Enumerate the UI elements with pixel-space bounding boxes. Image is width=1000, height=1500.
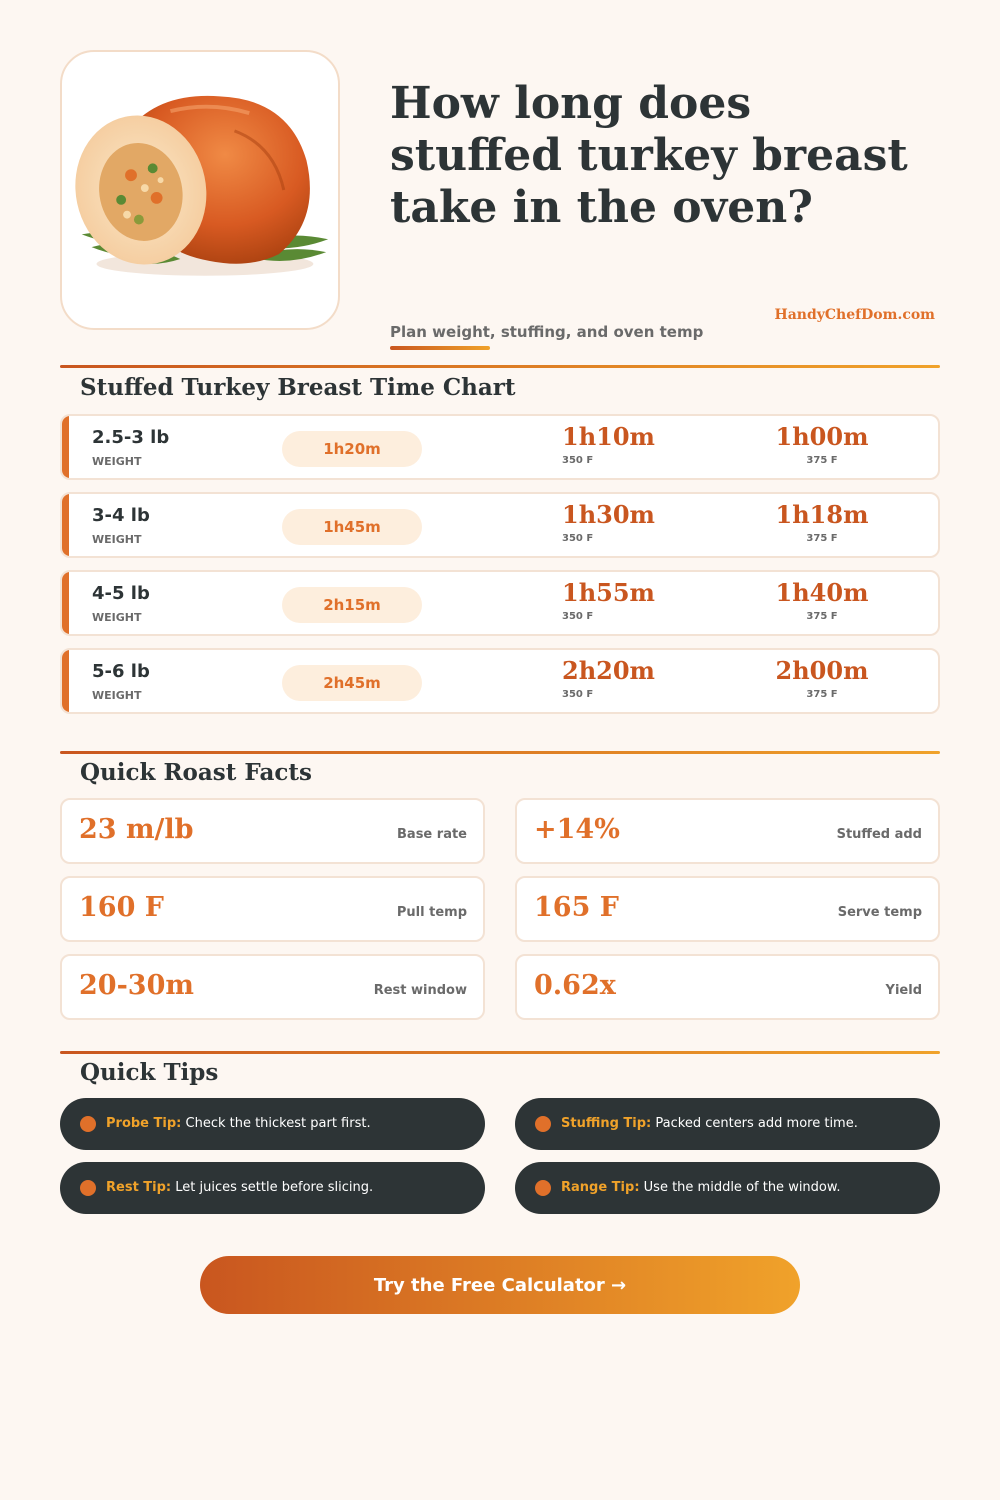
- fact-card: [515, 798, 940, 864]
- tip-body: Packed centers add more time.: [655, 1116, 858, 1131]
- fact-card: [515, 876, 940, 942]
- subtitle-underline: [390, 346, 490, 350]
- temp-375-label: 375 F: [806, 689, 838, 700]
- hero-image-card: [60, 50, 340, 330]
- time-350: 2h20m: [562, 656, 655, 685]
- time-chart-row: [60, 570, 940, 636]
- temp-375-label: 375 F: [806, 455, 838, 466]
- section-divider: [60, 1051, 940, 1054]
- brand-link[interactable]: HandyChefDom.com: [774, 307, 935, 323]
- time-350: 1h55m: [562, 578, 655, 607]
- fact-label: Stuffed add: [836, 827, 922, 842]
- fact-card: [515, 954, 940, 1020]
- stuffed-turkey-breast-image: [62, 52, 338, 328]
- fact-value: 20-30m: [79, 970, 194, 1001]
- section-divider: [60, 751, 940, 754]
- row-weight: 3-4 lb: [92, 505, 150, 526]
- time-pill: 1h20m: [282, 431, 422, 467]
- row-weight: 5-6 lb: [92, 661, 150, 682]
- row-accent-bar: [62, 650, 69, 712]
- fact-card: [60, 798, 485, 864]
- tip-dot-icon: [80, 1180, 96, 1196]
- fact-value: 23 m/lb: [79, 814, 194, 845]
- tip-text: [106, 1116, 371, 1131]
- tips-title: Quick Tips: [80, 1059, 219, 1086]
- tip-body: Use the middle of the window.: [643, 1180, 841, 1195]
- temp-350-label: 350 F: [562, 689, 594, 700]
- tip-body: Let juices settle before slicing.: [175, 1180, 374, 1195]
- tip-text: [561, 1116, 858, 1131]
- tip-label: Stuffing Tip:: [561, 1116, 652, 1131]
- page-title: How long does stuffed turkey breast take in the oven?: [390, 78, 908, 233]
- row-accent-bar: [62, 494, 69, 556]
- tip-text: [561, 1180, 840, 1195]
- time-chart-row: [60, 414, 940, 480]
- time-375: 2h00m: [775, 656, 869, 685]
- row-accent-bar: [62, 572, 69, 634]
- weight-label: WEIGHT: [92, 689, 142, 702]
- time-pill: 2h45m: [282, 665, 422, 701]
- tip-card: [515, 1162, 940, 1214]
- temp-350-label: 350 F: [562, 533, 594, 544]
- row-weight: 4-5 lb: [92, 583, 150, 604]
- time-350: 1h30m: [562, 500, 655, 529]
- fact-label: Yield: [885, 983, 922, 998]
- tip-card: [60, 1098, 485, 1150]
- header: [60, 50, 940, 350]
- weight-label: WEIGHT: [92, 611, 142, 624]
- tip-text: [106, 1180, 373, 1195]
- row-accent-bar: [62, 416, 69, 478]
- weight-label: WEIGHT: [92, 455, 142, 468]
- fact-label: Rest window: [373, 983, 467, 998]
- fact-card: [60, 954, 485, 1020]
- tip-label: Probe Tip:: [106, 1116, 182, 1131]
- tip-card: [60, 1162, 485, 1214]
- row-weight: 2.5-3 lb: [92, 427, 170, 448]
- temp-375-label: 375 F: [806, 611, 838, 622]
- section-divider: [60, 365, 940, 368]
- time-chart-row: [60, 648, 940, 714]
- fact-card: [60, 876, 485, 942]
- time-chart-row: [60, 492, 940, 558]
- time-375: 1h18m: [775, 500, 869, 529]
- time-375: 1h40m: [775, 578, 869, 607]
- time-350: 1h10m: [562, 422, 655, 451]
- tip-label: Rest Tip:: [106, 1180, 172, 1195]
- fact-label: Serve temp: [837, 905, 922, 920]
- tip-dot-icon: [535, 1180, 551, 1196]
- time-chart-title: Stuffed Turkey Breast Time Chart: [80, 374, 516, 401]
- time-375: 1h00m: [775, 422, 869, 451]
- try-calculator-button[interactable]: Try the Free Calculator →: [200, 1256, 800, 1314]
- time-pill: 1h45m: [282, 509, 422, 545]
- tip-label: Range Tip:: [561, 1180, 640, 1195]
- temp-375-label: 375 F: [806, 533, 838, 544]
- tip-body: Check the thickest part first.: [185, 1116, 371, 1131]
- fact-value: 160 F: [79, 892, 164, 923]
- fact-value: 165 F: [534, 892, 619, 923]
- fact-label: Base rate: [397, 827, 467, 842]
- weight-label: WEIGHT: [92, 533, 142, 546]
- tip-dot-icon: [535, 1116, 551, 1132]
- fact-value: +14%: [534, 814, 620, 845]
- temp-350-label: 350 F: [562, 455, 594, 466]
- temp-350-label: 350 F: [562, 611, 594, 622]
- facts-title: Quick Roast Facts: [80, 759, 312, 786]
- tip-card: [515, 1098, 940, 1150]
- tip-dot-icon: [80, 1116, 96, 1132]
- time-pill: 2h15m: [282, 587, 422, 623]
- page-subtitle: Plan weight, stuffing, and oven temp: [390, 323, 704, 341]
- fact-value: 0.62x: [534, 970, 616, 1001]
- fact-label: Pull temp: [396, 905, 467, 920]
